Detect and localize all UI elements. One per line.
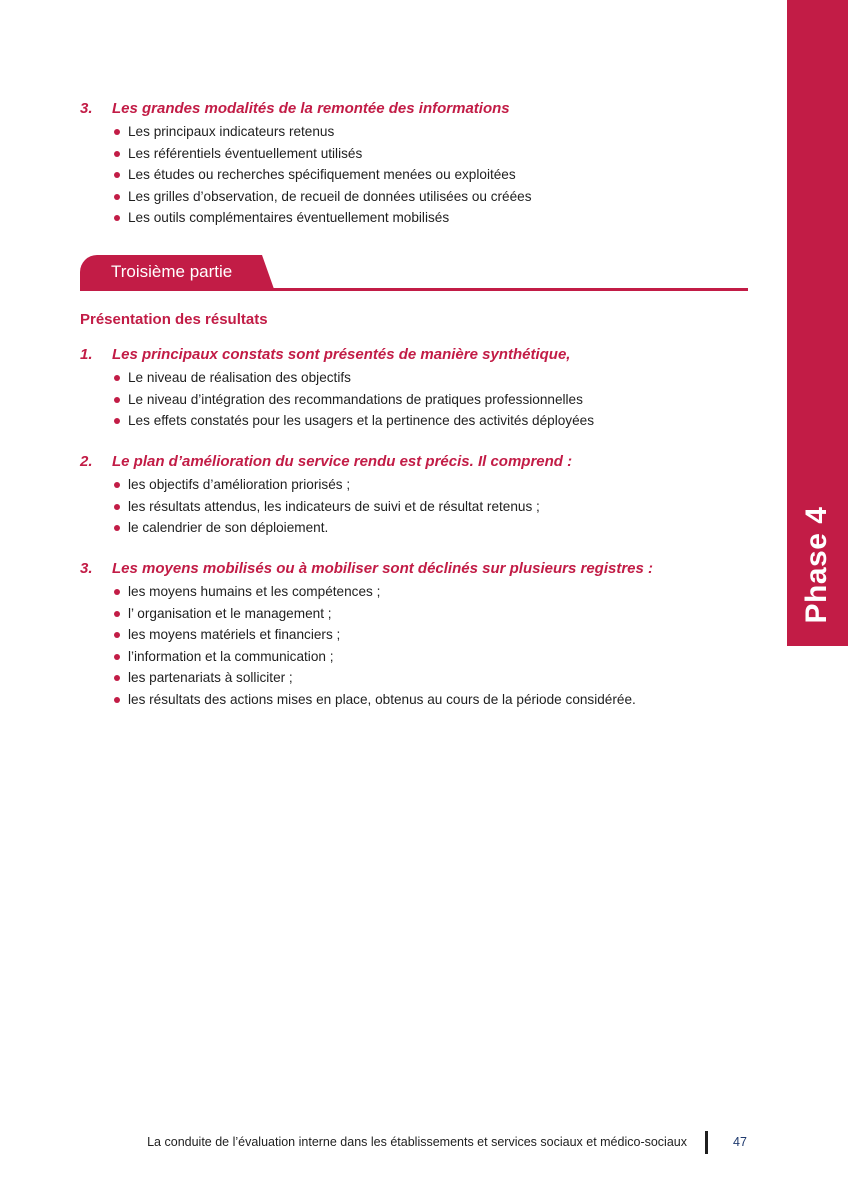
phase-tab-label: Phase 4 [800, 506, 833, 624]
bullet-icon [114, 397, 120, 403]
bullet-icon [114, 675, 120, 681]
item-title: Les grandes modalités de la remontée des informations [112, 100, 510, 117]
list-item: Les référentiels éventuellement utilisés [80, 143, 760, 165]
list-item: les résultats des actions mises en place, obtenus au cours de la période considérée. [80, 689, 760, 711]
section-item-1 [80, 345, 760, 432]
list-item: Les effets constatés pour les usagers et la pertinence des activités déployées [80, 410, 760, 432]
bullet-list [80, 474, 760, 539]
bullet-icon [114, 215, 120, 221]
list-item: Le niveau d’intégration des recommandations de pratiques professionnelles [80, 389, 760, 411]
bullet-icon [114, 129, 120, 135]
item-title: Les moyens mobilisés ou à mobiliser sont déclinés sur plusieurs registres : [112, 560, 654, 577]
list-item: Les principaux indicateurs retenus [80, 121, 760, 143]
section-subheading: Présentation des résultats [80, 311, 268, 328]
list-item: Les études ou recherches spécifiquement menées ou exploitées [80, 164, 760, 186]
list-item: les moyens humains et les compétences ; [80, 581, 760, 603]
section-modalites [80, 99, 760, 229]
list-item: les partenariats à solliciter ; [80, 667, 760, 689]
part-divider [80, 288, 748, 291]
section-item-3 [80, 559, 760, 710]
item-heading [80, 559, 760, 579]
list-item: Le niveau de réalisation des objectifs [80, 367, 760, 389]
item-number: 3. [80, 100, 93, 117]
list-item: les résultats attendus, les indicateurs de suivi et de résultat retenus ; [80, 496, 760, 518]
footer-divider [705, 1131, 708, 1154]
bullet-icon [114, 654, 120, 660]
bullet-list [80, 367, 760, 432]
list-item: les objectifs d’amélioration priorisés ; [80, 474, 760, 496]
list-item: Les outils complémentaires éventuellement mobilisés [80, 207, 760, 229]
bullet-icon [114, 525, 120, 531]
bullet-icon [114, 482, 120, 488]
bullet-icon [114, 632, 120, 638]
bullet-icon [114, 194, 120, 200]
item-title: Le plan d’amélioration du service rendu est précis. Il comprend : [112, 453, 573, 470]
item-heading [80, 452, 760, 472]
item-heading [80, 99, 760, 119]
list-item: le calendrier de son déploiement. [80, 517, 760, 539]
bullet-icon [114, 611, 120, 617]
bullet-icon [114, 697, 120, 703]
footer-text: La conduite de l’évaluation interne dans les établissements et services sociaux et médico-sociaux [147, 1135, 687, 1149]
list-item: les moyens matériels et financiers ; [80, 624, 760, 646]
bullet-icon [114, 151, 120, 157]
bullet-icon [114, 589, 120, 595]
bullet-list [80, 121, 760, 229]
section-item-2 [80, 452, 760, 539]
item-number: 1. [80, 346, 93, 363]
part-title: Troisième partie [111, 262, 233, 281]
item-title: Les principaux constats sont présentés de manière synthétique, [112, 346, 571, 363]
bullet-icon [114, 418, 120, 424]
bullet-list [80, 581, 760, 710]
item-number: 3. [80, 560, 93, 577]
list-item: Les grilles d’observation, de recueil de données utilisées ou créées [80, 186, 760, 208]
item-number: 2. [80, 453, 93, 470]
bullet-icon [114, 375, 120, 381]
list-item: l’information et la communication ; [80, 646, 760, 668]
item-heading [80, 345, 760, 365]
page-number: 47 [733, 1135, 747, 1149]
bullet-icon [114, 172, 120, 178]
part-banner [80, 255, 748, 292]
list-item: l’ organisation et le management ; [80, 603, 760, 625]
bullet-icon [114, 504, 120, 510]
